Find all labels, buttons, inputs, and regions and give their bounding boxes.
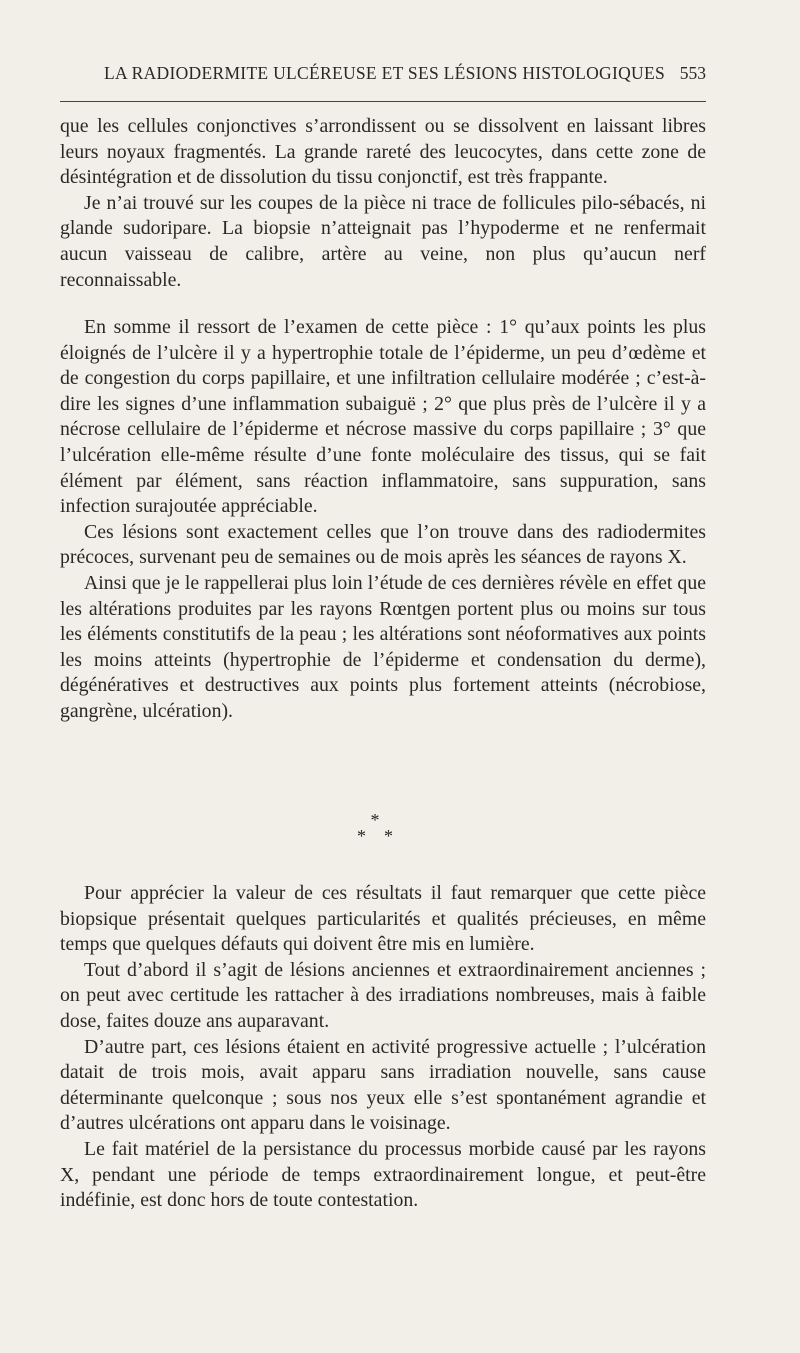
paragraph: D’autre part, ces lésions étaient en activité progressive actuelle ; l’ulcération datait de trois mois, avait apparu sans irradiation nouvelle, sans cause déterminante quelconque ; sous nos yeux elle s’est spontanément agrandie et d’autres ulcérations ont apparu dans le voisinage. — [60, 1035, 706, 1135]
paragraph: Pour apprécier la valeur de ces résultats il faut remarquer que cette pièce biopsique présentait quelques particularités et qualités précieuses, en même temps que quelques défauts qui doivent être mis en lumière. — [60, 882, 706, 956]
paragraph: Le fait matériel de la persistance du processus morbide causé par les rayons X, pendant une période de temps extraordinairement longue, et peut-être indéfinie, est donc hors de toute contestation. — [60, 1137, 706, 1212]
page-number: 553 — [679, 63, 706, 83]
text-block-first — [60, 114, 706, 293]
header-rule — [60, 101, 706, 102]
paragraph: Tout d’abord il s’agit de lésions anciennes et extraordinairement anciennes ; on peut avec certitude les rattacher à des irradiations nombreuses, mais à faible dose, faites douze ans auparavant. — [60, 958, 706, 1032]
running-title: LA RADIODERMITE ULCÉREUSE ET SES LÉSIONS HISTOLOGIQUES — [104, 63, 665, 83]
running-head — [104, 63, 706, 87]
paragraph: En somme il ressort de l’examen de cette pièce : 1° qu’aux points les plus éloignés de l’ulcère il y a hypertrophie totale de l’épiderme, un peu d’œdème et de congestion du corps papillaire, et une infiltration cellulaire modérée ; c’est-à-dire les signes d’une inflammation subaiguë ; 2° que plus près de l’ulcère il y a nécrose cellulaire de l’épiderme et nécrose massive du corps papillaire ; 3° que l’ulcération elle-même résulte d’une fonte moléculaire des tissus, qui se fait élément par élément, sans réaction inflammatoire, sans suppuration, sans infection surajoutée appréciable. — [60, 316, 706, 518]
paragraph: Ainsi que je le rappellerai plus loin l’étude de ces dernières révèle en effet que les altérations produites par les rayons Rœntgen portent plus ou moins sur tous les éléments constitutifs de la peau ; les altérations sont néoformatives aux points les moins atteints (hypertrophie de l’épiderme et condensation du derme), dégénératives et destructives aux points plus fortement atteints (nécrobiose, gangrène, ulcération). — [60, 571, 706, 722]
asterisk-top: * — [370, 810, 380, 830]
asterisk-bottom-pair: * * — [357, 826, 393, 846]
paragraph: Ces lésions sont exactement celles que l’on trouve dans des radiodermites précoces, survenant peu de semaines ou de mois après les séances de rayons X. — [60, 520, 706, 569]
paragraph: Je n’ai trouvé sur les coupes de la pièce ni trace de follicules pilo-sébacés, ni glande sudoripare. La biopsie n’atteignait pas l’hypoderme et ne renfermait aucun vaisseau de calibre, artère au veine, non plus qu’aucun nerf reconnaissable. — [60, 191, 706, 291]
text-block-third — [60, 881, 706, 1214]
paragraph: que les cellules conjonctives s’arrondissent ou se dissolvent en laissant libres leurs noyaux fragmentés. La grande rareté des leucocytes, dans cette zone de désintégration et de dissolution du tissu conjonctif, est très frappante. — [60, 115, 706, 189]
section-break-asterisks — [340, 812, 410, 844]
text-block-second — [60, 315, 706, 725]
